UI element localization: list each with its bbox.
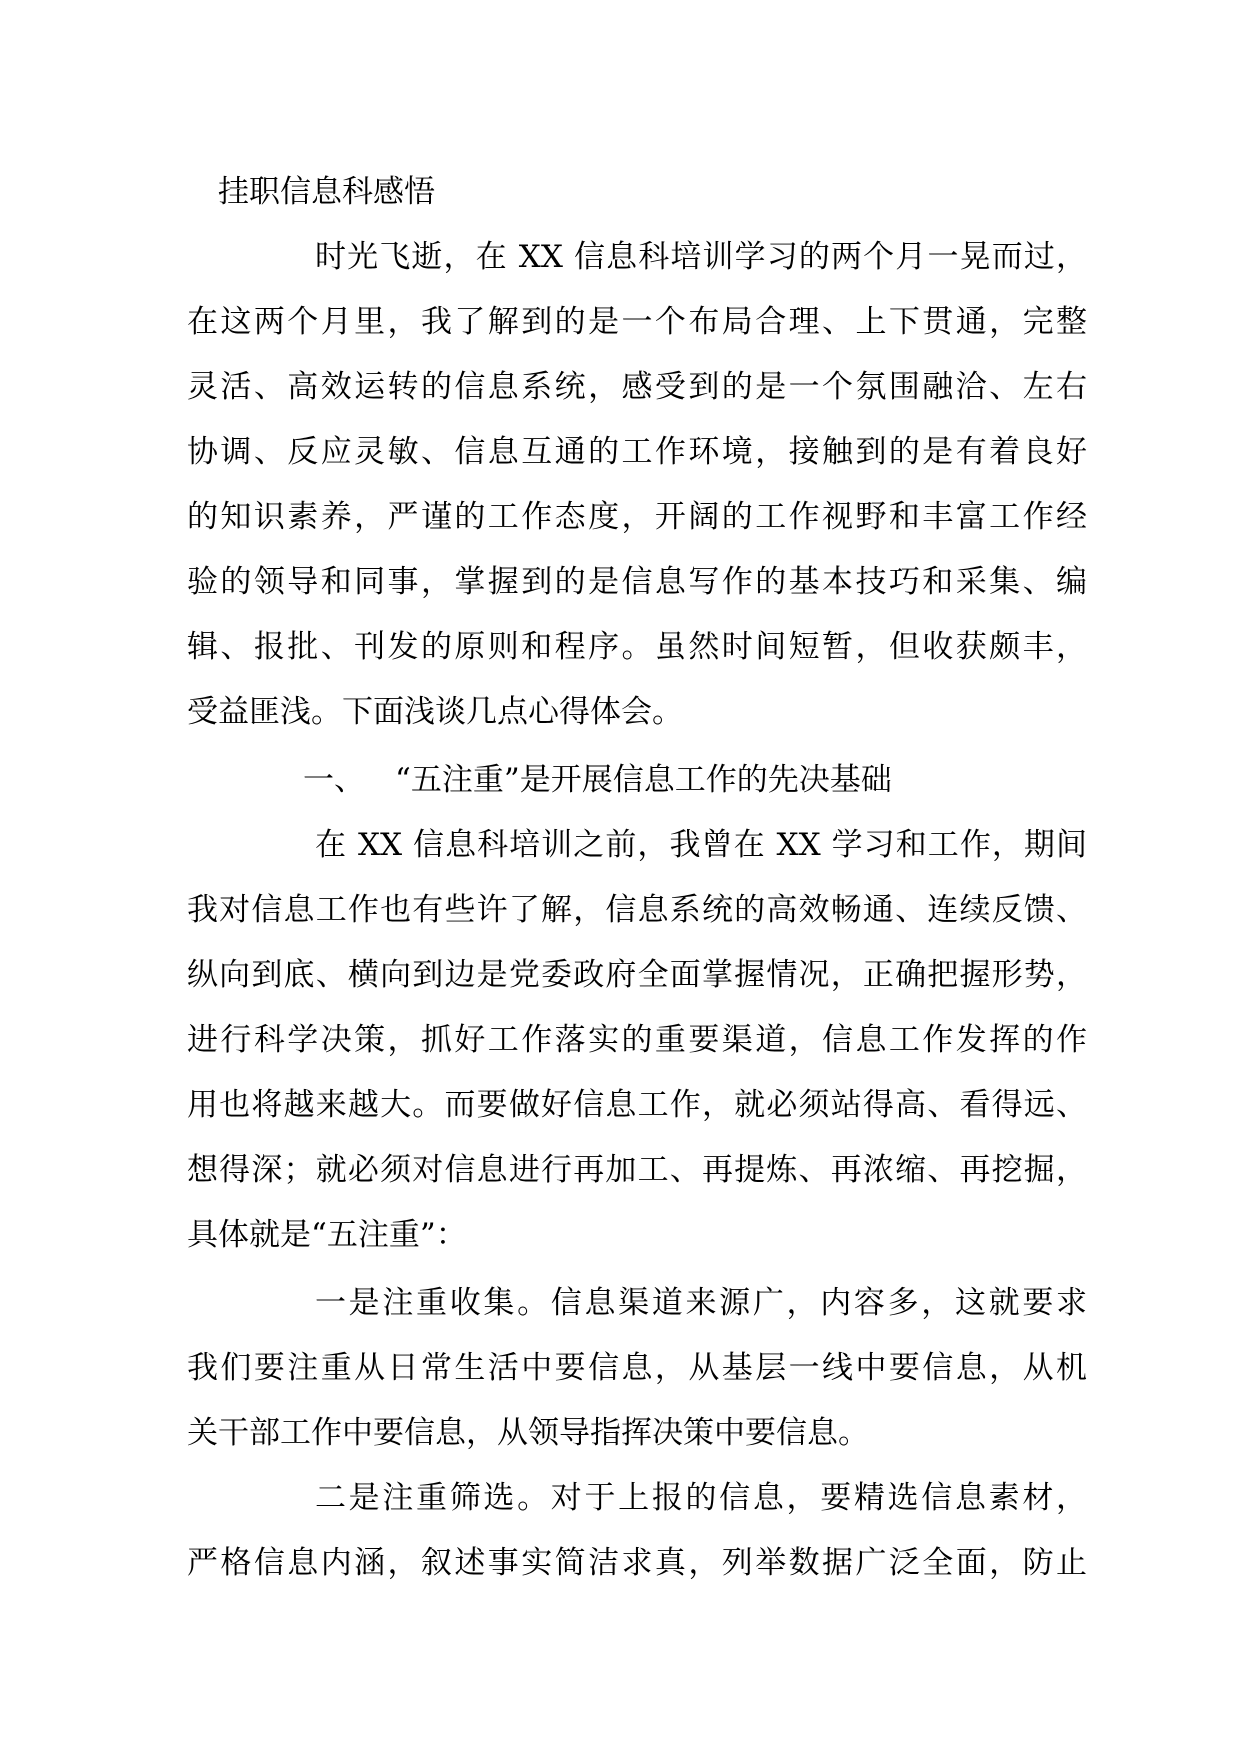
paragraph-line: 用也将越来越大。而要做好信息工作，就必须站得高、看得远、: [187, 1087, 1087, 1123]
paragraph-line: 想得深；就必须对信息进行再加工、再提炼、再浓缩、再挖掘，: [187, 1152, 1087, 1188]
paragraph-line: 的知识素养，严谨的工作态度，开阔的工作视野和丰富工作经: [187, 499, 1087, 535]
paragraph-collection: [187, 1283, 1087, 1478]
paragraph-line: 二是注重筛选。对于上报的信息，要精选信息素材，: [315, 1480, 1087, 1516]
paragraph-line: 纵向到底、横向到边是党委政府全面掌握情况，正确把握形势，: [187, 957, 1087, 993]
section-number: 一、: [303, 762, 365, 798]
paragraph-line: 验的领导和同事，掌握到的是信息写作的基本技巧和采集、编: [187, 564, 1087, 600]
paragraph-line: 关干部工作中要信息，从领导指挥决策中要信息。: [187, 1415, 869, 1451]
paragraph-screening: [187, 1478, 1087, 1608]
paragraph-line: 时光飞逝，在 XX 信息科培训学习的两个月一晃而过，: [315, 239, 1087, 275]
paragraph-line: 我对信息工作也有些许了解，信息系统的高效畅通、连续反馈、: [187, 892, 1087, 928]
paragraph-line: 受益匪浅。下面浅谈几点心得体会。: [187, 694, 683, 730]
paragraph-line: 灵活、高效运转的信息系统，感受到的是一个氛围融洽、左右: [187, 369, 1087, 405]
paragraph-line: 协调、反应灵敏、信息互通的工作环境，接触到的是有着良好: [187, 434, 1087, 470]
paragraph-background: [187, 825, 1087, 1280]
document-title: 挂职信息科感悟: [218, 174, 435, 210]
paragraph-intro: [187, 237, 1087, 757]
section-heading-text: “五注重”是开展信息工作的先决基础: [395, 762, 892, 798]
paragraph-line: 辑、报批、刊发的原则和程序。虽然时间短暂，但收获颇丰，: [187, 629, 1087, 665]
paragraph-line: 我们要注重从日常生活中要信息，从基层一线中要信息，从机: [187, 1350, 1087, 1386]
paragraph-line: 在 XX 信息科培训之前，我曾在 XX 学习和工作，期间: [315, 827, 1087, 863]
paragraph-line: 一是注重收集。信息渠道来源广，内容多，这就要求: [315, 1285, 1087, 1321]
section-heading: [303, 760, 892, 800]
paragraph-line: 在这两个月里，我了解到的是一个布局合理、上下贯通，完整: [187, 304, 1087, 340]
paragraph-line: 进行科学决策，抓好工作落实的重要渠道，信息工作发挥的作: [187, 1022, 1087, 1058]
paragraph-line: 具体就是“五注重”：: [187, 1217, 467, 1253]
paragraph-line: 严格信息内涵，叙述事实简洁求真，列举数据广泛全面，防止: [187, 1545, 1087, 1581]
